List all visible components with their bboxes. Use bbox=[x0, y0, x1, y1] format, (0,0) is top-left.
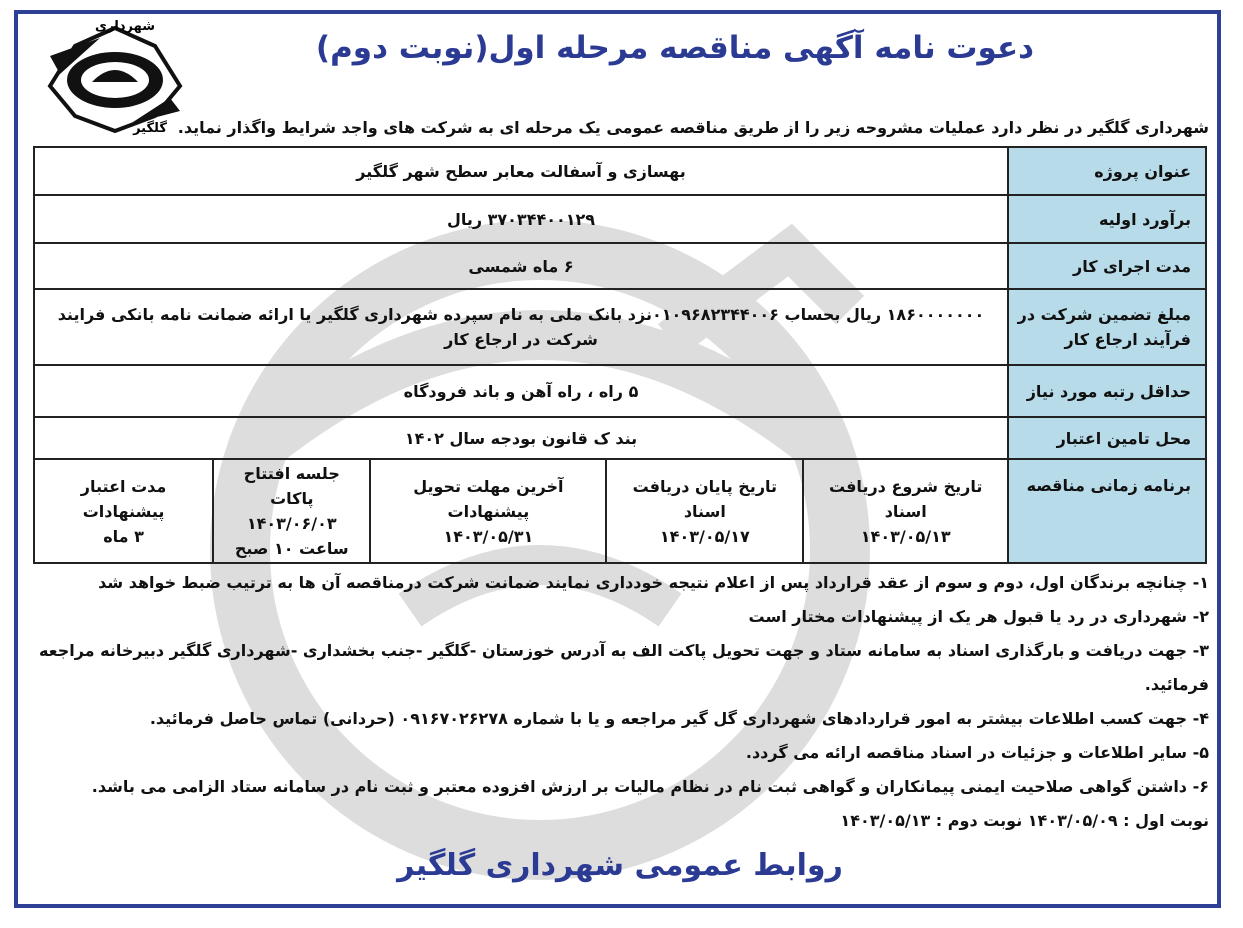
schedule-title: مدت اعتبار پیشنهادات bbox=[80, 476, 167, 521]
schedule-date: ۳ ماه bbox=[103, 526, 144, 546]
schedule-row bbox=[34, 459, 1206, 563]
table-row bbox=[34, 365, 1206, 417]
schedule-title: تاریخ شروع دریافت اسناد bbox=[829, 476, 983, 521]
logo-text-bottom: گلگیر bbox=[133, 121, 167, 136]
note-item: ۶- داشتن گواهی صلاحیت ایمنی پیمانکاران و گواهی ثبت نام در نظام مالیات بر ارزش افزوده معتبر و ثبت نام در سامانه ستاد الزامی می باشد. bbox=[91, 777, 1209, 796]
logo-text-top: شهرداری bbox=[95, 19, 155, 34]
schedule-title: تاریخ پایان دریافت اسناد bbox=[632, 476, 778, 521]
schedule-title: آخرین مهلت تحویل پیشنهادات bbox=[413, 476, 564, 521]
schedule-date: ۱۴۰۳/۰۵/۳۱ bbox=[443, 526, 534, 546]
schedule-cell bbox=[213, 459, 370, 563]
schedule-date: ۱۴۰۳/۰۵/۱۳ bbox=[860, 526, 951, 546]
schedule-date: ۱۴۰۳/۰۵/۱۷ bbox=[659, 526, 750, 546]
schedule-time: ساعت ۱۰ صبح bbox=[234, 539, 349, 558]
row-label: برآورد اولیه bbox=[1008, 195, 1206, 243]
row-label: محل تامین اعتبار bbox=[1008, 417, 1206, 459]
row-value: ۱۸۶۰۰۰۰۰۰۰ ریال بحساب ۰۱۰۹۶۸۲۳۴۴۰۰۶نزد بانک ملی به نام سپرده شهرداری گلگیر یا ارائه ضمانت نامه بانکی فرایند شرکت در ارجاع کار bbox=[34, 289, 1008, 365]
schedule-cell bbox=[803, 459, 1008, 563]
publication-dates: نوبت اول : ۱۴۰۳/۰۵/۰۹ نوبت دوم : ۱۴۰۳/۰۵/۱۳ bbox=[840, 811, 1209, 830]
row-label: مبلغ تضمین شرکت در فرآیند ارجاع کار bbox=[1008, 289, 1206, 365]
note-item: ۵- سایر اطلاعات و جزئیات در اسناد مناقصه ارائه می گردد. bbox=[745, 743, 1209, 762]
schedule-cell bbox=[34, 459, 213, 563]
note-item: ۳- جهت دریافت و بارگذاری اسناد به سامانه ستاد و جهت تحویل پاکت الف به آدرس خوزستان -گلگیر -جنب بخشداری -شهرداری گلگیر دبیرخانه مراجعه فرمائید. bbox=[38, 641, 1209, 694]
intro-text: شهرداری گلگیر در نظر دارد عملیات مشروحه زیر را از طریق مناقصه عمومی یک مرحله ای به شرکت های واجد شرایط واگذار نماید. bbox=[177, 118, 1209, 137]
note-item: ۲- شهرداری در رد یا قبول هر یک از پیشنهادات مختار است bbox=[748, 607, 1209, 626]
row-value: ۶ ماه شمسی bbox=[34, 243, 1008, 289]
tender-details-table bbox=[33, 146, 1207, 564]
row-label: عنوان پروژه bbox=[1008, 147, 1206, 195]
footer-signature: روابط عمومی شهرداری گلگیر bbox=[397, 848, 843, 883]
table-row bbox=[34, 243, 1206, 289]
schedule-cell bbox=[606, 459, 803, 563]
table-row bbox=[34, 195, 1206, 243]
row-value: ۳۷۰۳۴۴۰۰۱۲۹ ریال bbox=[34, 195, 1008, 243]
schedule-label: برنامه زمانی مناقصه bbox=[1008, 459, 1206, 563]
schedule-cell bbox=[370, 459, 606, 563]
table-row bbox=[34, 147, 1206, 195]
row-value: ۵ راه ، راه آهن و باند فرودگاه bbox=[34, 365, 1008, 417]
row-label: مدت اجرای کار bbox=[1008, 243, 1206, 289]
page-title: دعوت نامه آگهی مناقصه مرحله اول(نوبت دوم) bbox=[315, 30, 1035, 66]
note-item: ۴- جهت کسب اطلاعات بیشتر به امور قراردادهای شهرداری گل گیر مراجعه و یا با شماره ۰۹۱۶۷۰۲۶۲۷۸ (حردانی) تماس حاصل فرمائید. bbox=[149, 709, 1209, 728]
note-item: ۱- چنانچه برندگان اول، دوم و سوم از عقد قرارداد پس از اعلام نتیجه خودداری نمایند ضمانت شرکت درمناقصه آن ها به ترتیب ضبط خواهد شد bbox=[98, 573, 1209, 592]
table-row bbox=[34, 289, 1206, 365]
notes-list bbox=[29, 566, 1209, 838]
row-value: بند ک قانون بودجه سال ۱۴۰۲ bbox=[34, 417, 1008, 459]
schedule-date: ۱۴۰۳/۰۶/۰۳ bbox=[246, 514, 337, 533]
row-label: حداقل رتبه مورد نیاز bbox=[1008, 365, 1206, 417]
row-value: بهسازی و آسفالت معابر سطح شهر گلگیر bbox=[34, 147, 1008, 195]
table-row bbox=[34, 417, 1206, 459]
schedule-title: جلسه افتتاح پاکات bbox=[243, 464, 340, 508]
